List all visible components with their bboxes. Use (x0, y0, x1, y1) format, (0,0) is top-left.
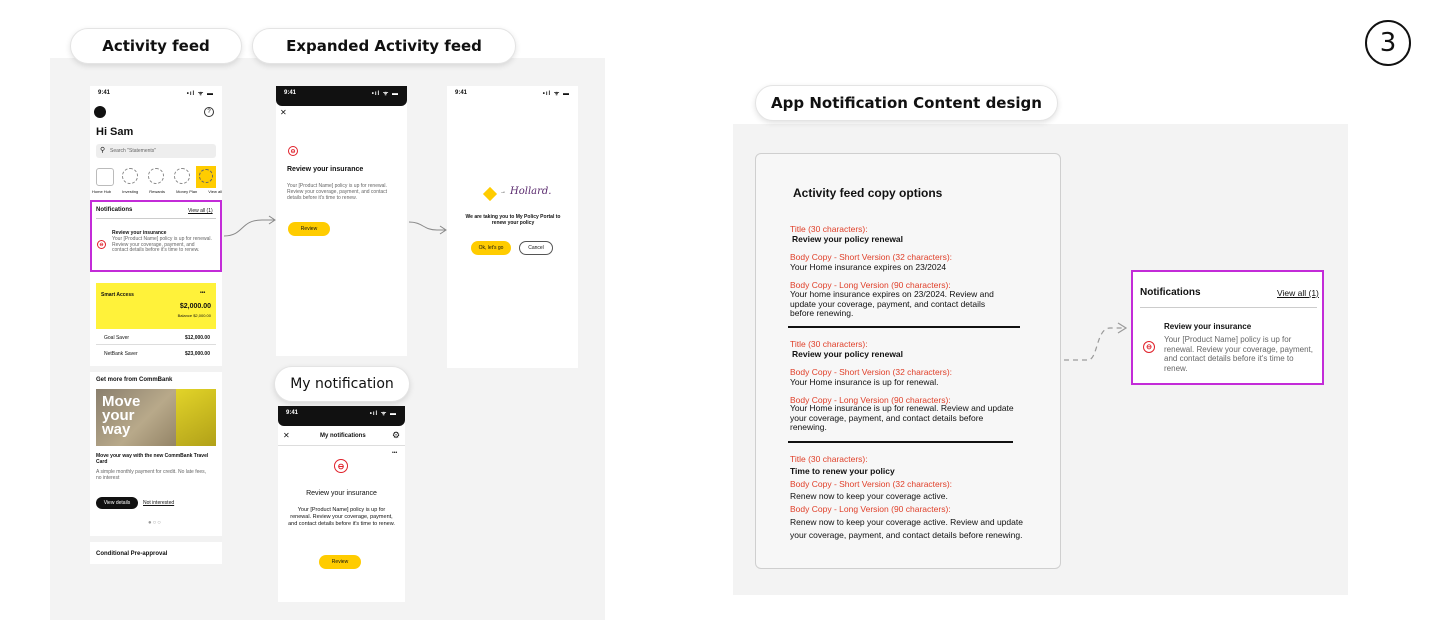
handoff-message: We are taking you to My Policy Portal to renew your policy (465, 214, 561, 226)
long-label: Body Copy - Long Version (90 characters): (790, 280, 951, 290)
copy-options-card (755, 153, 1061, 569)
account-row-name: Goal Saver (104, 335, 130, 341)
phone-my-notifications (278, 406, 405, 602)
account-row-amount: $23,000.00 (184, 351, 210, 357)
label-activity-feed: Activity feed (70, 28, 242, 64)
lock-icon: ⊖ (1143, 341, 1155, 353)
flow-arrow (222, 210, 278, 240)
option-divider (788, 441, 1013, 443)
status-bar (90, 86, 222, 100)
account-row[interactable] (96, 331, 216, 345)
short-label: Body Copy - Short Version (32 characters): (790, 367, 953, 377)
notification-highlight (90, 200, 222, 272)
title-label: Title (30 characters): (790, 224, 868, 234)
lock-icon: ⊖ (334, 459, 348, 473)
status-icons: •ıl ᯤ ▬ (542, 91, 570, 97)
phone-expanded (276, 86, 407, 356)
review-button[interactable] (319, 555, 361, 569)
step-badge (1365, 20, 1411, 66)
arrow-right-icon: → (500, 189, 506, 195)
commbank-logo-icon (483, 187, 497, 201)
lock-icon: ⊖ (97, 240, 106, 249)
account-amount: $2,000.00 (179, 303, 211, 310)
promo-heading: Get more from CommBank (96, 377, 173, 383)
title-label: Title (30 characters): (790, 339, 868, 349)
view-details-label: View details (103, 500, 131, 506)
notif-body: Your [Product Name] policy is up for renewal. Review your coverage, payment, and contact details before it's time to renew. (112, 236, 212, 253)
status-bar (447, 86, 578, 100)
option1-long: Your home insurance expires on 23/2024. Review and update your coverage, payment, and contact details before renewing. (790, 289, 994, 318)
status-icons: •ıl ᯤ ▬ (371, 91, 399, 97)
label-my-notification: My notification (274, 366, 410, 402)
long-label: Body Copy - Long Version (90 characters): (790, 504, 951, 514)
search-input[interactable] (96, 144, 216, 158)
notifications-title: Notifications (96, 207, 133, 213)
quick-link-label: Home Hub (92, 189, 112, 194)
status-icons: •ıl ᯤ ▬ (186, 91, 214, 97)
phone-handoff (447, 86, 578, 368)
my-notif-title: Review your insurance (306, 490, 377, 497)
review-button[interactable] (288, 222, 330, 236)
conditional-heading: Conditional Pre-approval (96, 551, 168, 557)
notification-preview[interactable] (1131, 270, 1324, 385)
option2-title: Review your policy renewal (792, 349, 904, 359)
section-divider (90, 366, 222, 372)
status-time: 9:41 (286, 410, 299, 416)
carousel-dots: ●○○ (148, 520, 162, 526)
status-time: 9:41 (98, 90, 111, 96)
account-name: Smart Access (101, 292, 134, 298)
status-bar (276, 86, 407, 100)
notif-title: Review your insurance (112, 230, 167, 236)
quick-link-label: Investing (122, 189, 139, 194)
quick-link-label: View all (208, 189, 222, 194)
account-row[interactable] (96, 347, 216, 361)
status-bar (278, 406, 405, 420)
not-interested-link[interactable]: Not interested (143, 500, 175, 506)
account-row-amount: $12,000.00 (184, 335, 210, 341)
promo-body: A simple monthly payment for credit. No late fees, no interest (96, 469, 207, 481)
copy-options-heading: Activity feed copy options (793, 186, 943, 200)
review-label: Review (331, 559, 349, 565)
close-icon[interactable]: ✕ (283, 431, 290, 440)
quick-link-view-all[interactable] (196, 166, 216, 188)
label-expanded-activity-feed: Expanded Activity feed (252, 28, 516, 64)
preview-item-title: Review your insurance (1164, 322, 1252, 331)
account-row-name: NetBank Saver (104, 351, 138, 357)
label-app-notification-content: App Notification Content design (755, 85, 1058, 121)
option2-short: Your Home insurance is up for renewal. (790, 377, 939, 387)
long-label: Body Copy - Long Version (90 characters): (790, 395, 951, 405)
option2-long: Your Home insurance is up for renewal. Review and update your coverage, payment, and contact details before renewing. (790, 403, 1014, 432)
more-icon[interactable]: ••• (392, 450, 398, 456)
view-all-link[interactable]: View all (1) (188, 208, 213, 214)
hollard-logo: Hollard. (510, 186, 552, 197)
lock-icon: ⊖ (288, 146, 298, 156)
option3-title: Time to renew your policy (790, 466, 895, 476)
preview-view-all-link[interactable]: View all (1) (1277, 288, 1319, 298)
promo-image-text: Move your way (102, 393, 141, 438)
step-number: 3 (1379, 28, 1397, 58)
quick-link-investing[interactable] (122, 168, 138, 184)
short-label: Body Copy - Short Version (32 characters): (790, 252, 953, 262)
flow-arrow (407, 218, 449, 238)
cancel-label: Cancel (528, 245, 544, 251)
view-details-button[interactable] (96, 497, 138, 509)
option3-long: Renew now to keep your coverage active. Review and update your coverage, payment, and contact details before renewing. (790, 517, 1023, 540)
quick-link-money-plan[interactable] (174, 168, 190, 184)
section-divider (90, 536, 222, 542)
ok-label: Ok, let's go (478, 245, 504, 251)
preview-title: Notifications (1140, 287, 1201, 298)
quick-link-label: Money Plan (176, 189, 198, 194)
option1-title: Review your policy renewal (792, 234, 904, 244)
promo-title: Move your way with the new CommBank Travel Card (96, 453, 209, 465)
status-time: 9:41 (455, 90, 468, 96)
expanded-body: Your [Product Name] policy is up for renewal. Review your coverage, payment, and contact details before it's time to renew. (287, 183, 388, 201)
ok-button[interactable] (471, 241, 511, 255)
profile-icon[interactable] (94, 106, 106, 118)
preview-item-body: Your [Product Name] policy is up for renewal. Review your coverage, payment, and contact details before it's time to renew. (1164, 335, 1313, 373)
option-divider (788, 326, 1020, 328)
search-icon: ⚲ (100, 147, 106, 154)
account-balance: Balance $2,000.00 (177, 313, 211, 318)
gear-icon[interactable]: ⚙ (392, 430, 401, 440)
status-time: 9:41 (284, 90, 297, 96)
more-icon[interactable]: ••• (200, 290, 206, 296)
status-icons: •ıl ᯤ ▬ (369, 411, 397, 417)
sheet-handle-bar (276, 100, 407, 106)
help-icon[interactable]: ? (204, 107, 214, 117)
title-label: Title (30 characters): (790, 454, 868, 464)
my-notifications-header: My notifications (320, 433, 366, 439)
option3-short: Renew now to keep your coverage active. (790, 491, 948, 501)
my-notif-body: Your [Product Name] policy is up for renewal. Review your coverage, payment, and contact details before it's time to renew. (288, 507, 395, 527)
divider (1140, 307, 1317, 308)
quick-link-labels (92, 189, 222, 194)
quick-link-home-hub[interactable] (96, 168, 114, 186)
account-card[interactable] (96, 283, 216, 329)
phone-home (90, 86, 222, 564)
greeting: Hi Sam (96, 126, 134, 138)
flow-arrow (1062, 318, 1132, 364)
search-placeholder: Search "Statements" (110, 148, 157, 154)
promo-image[interactable] (96, 389, 216, 446)
divider (278, 445, 405, 446)
quick-link-label: Rewards (149, 189, 166, 194)
short-label: Body Copy - Short Version (32 characters): (790, 479, 953, 489)
option1-short: Your Home insurance expires on 23/2024 (790, 262, 947, 272)
expanded-title: Review your insurance (287, 166, 364, 173)
review-label: Review (300, 226, 318, 232)
close-icon[interactable]: ✕ (280, 108, 287, 117)
sheet-handle-bar (278, 420, 405, 426)
quick-link-rewards[interactable] (148, 168, 164, 184)
cancel-button[interactable] (519, 241, 553, 255)
